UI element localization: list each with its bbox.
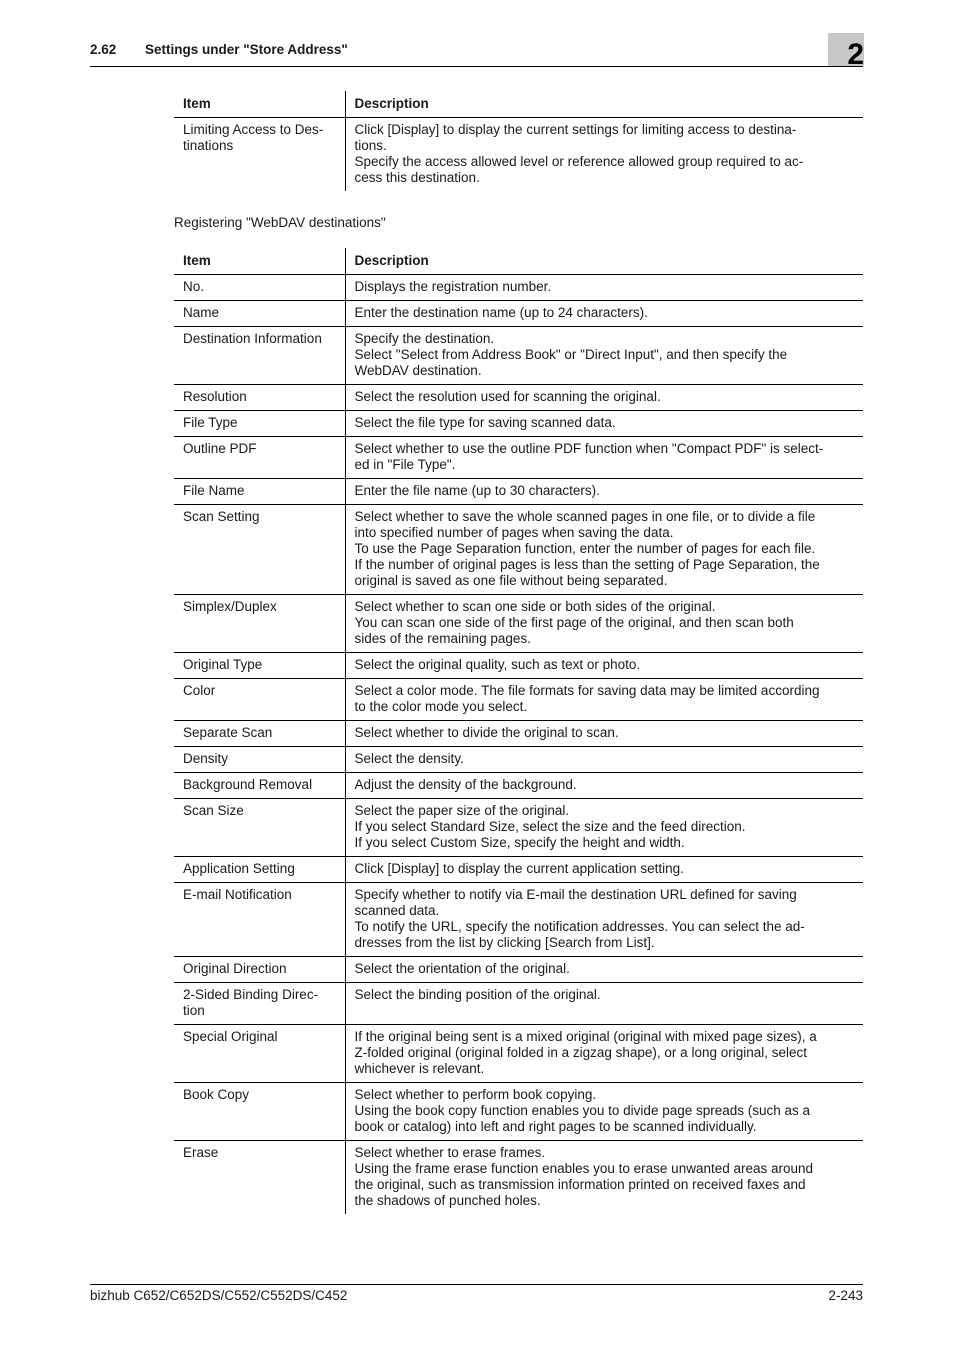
table-row: [174, 1025, 863, 1083]
column-header-description: Description: [345, 248, 863, 275]
cell-line: to the color mode you select.: [354, 699, 528, 714]
description-cell: [345, 983, 863, 1025]
table-row: [174, 118, 863, 192]
table-row: [174, 653, 863, 679]
cell-line: Select the orientation of the original.: [354, 961, 570, 976]
cell-line: Select whether to erase frames.: [354, 1145, 546, 1160]
item-cell: [174, 883, 345, 957]
item-cell: [174, 505, 345, 595]
cell-line: WebDAV destination.: [354, 363, 482, 378]
description-cell: [345, 773, 863, 799]
item-cell: [174, 773, 345, 799]
item-cell: [174, 595, 345, 653]
cell-line: Using the book copy function enables you to divide page spreads (such as a: [354, 1103, 811, 1118]
cell-line: dresses from the list by clicking [Search from List].: [354, 935, 655, 950]
description-cell: [345, 505, 863, 595]
cell-line: Simplex/Duplex: [183, 599, 277, 614]
cell-line: Select "Select from Address Book" or "Direct Input", and then specify the: [354, 347, 788, 362]
table-row: [174, 773, 863, 799]
cell-line: original is saved as one file without being separated.: [354, 573, 668, 588]
cell-line: If you select Custom Size, specify the height and width.: [354, 835, 685, 850]
description-cell: [345, 275, 863, 301]
cell-line: Click [Display] to display the current application setting.: [354, 861, 684, 876]
item-cell: [174, 301, 345, 327]
table-row: [174, 275, 863, 301]
table-row: [174, 1141, 863, 1215]
item-cell: [174, 957, 345, 983]
cell-line: Density: [183, 751, 229, 766]
table-row: [174, 883, 863, 957]
cell-line: Original Direction: [183, 961, 287, 976]
cell-line: whichever is relevant.: [354, 1061, 485, 1076]
description-cell: [345, 721, 863, 747]
cell-line: If you select Standard Size, select the size and the feed direction.: [354, 819, 746, 834]
table-row: [174, 437, 863, 479]
item-cell: [174, 653, 345, 679]
description-cell: [345, 385, 863, 411]
description-cell: [345, 653, 863, 679]
description-cell: [345, 1141, 863, 1215]
cell-line: tinations: [183, 138, 234, 153]
cell-line: ed in "File Type".: [354, 457, 456, 472]
description-cell: [345, 799, 863, 857]
cell-line: Select the original quality, such as text or photo.: [354, 657, 641, 672]
description-cell: [345, 747, 863, 773]
table-row: [174, 679, 863, 721]
item-cell: [174, 385, 345, 411]
description-cell: [345, 1025, 863, 1083]
item-cell: [174, 983, 345, 1025]
table-row: [174, 983, 863, 1025]
item-cell: [174, 118, 345, 192]
cell-line: No.: [183, 279, 205, 294]
cell-line: You can scan one side of the first page of the original, and then scan both: [354, 615, 794, 630]
cell-line: If the original being sent is a mixed original (original with mixed page sizes), a: [354, 1029, 817, 1044]
cell-line: into specified number of pages when saving the data.: [354, 525, 674, 540]
item-cell: [174, 1025, 345, 1083]
cell-line: Destination Information: [183, 331, 322, 346]
cell-line: Select whether to perform book copying.: [354, 1087, 597, 1102]
description-cell: [345, 118, 863, 192]
table-row: [174, 747, 863, 773]
section-caption: Registering "WebDAV destinations": [174, 215, 386, 230]
cell-line: book or catalog) into left and right pages to be scanned individually.: [354, 1119, 757, 1134]
cell-line: Resolution: [183, 389, 247, 404]
cell-line: tion: [183, 1003, 205, 1018]
page-header: [90, 42, 863, 67]
cell-line: Z-folded original (original folded in a zigzag shape), or a long original, select: [354, 1045, 808, 1060]
cell-line: sides of the remaining pages.: [354, 631, 531, 646]
table-row: [174, 385, 863, 411]
cell-line: Name: [183, 305, 220, 320]
cell-line: Select the density.: [354, 751, 464, 766]
section-title: Settings under "Store Address": [145, 42, 348, 57]
cell-line: Select the paper size of the original.: [354, 803, 570, 818]
page-footer: [90, 1284, 863, 1305]
table-row: [174, 1083, 863, 1141]
cell-line: Displays the registration number.: [354, 279, 552, 294]
item-cell: [174, 411, 345, 437]
table-row: [174, 957, 863, 983]
table-header-row: [174, 248, 863, 275]
table-row: [174, 505, 863, 595]
cell-line: tions.: [354, 138, 387, 153]
column-header-item: Item: [174, 248, 345, 275]
cell-line: Separate Scan: [183, 725, 273, 740]
cell-line: Outline PDF: [183, 441, 257, 456]
cell-line: Erase: [183, 1145, 219, 1160]
table-row: [174, 857, 863, 883]
cell-line: Using the frame erase function enables you to erase unwanted areas around: [354, 1161, 814, 1176]
cell-line: Background Removal: [183, 777, 313, 792]
description-cell: [345, 957, 863, 983]
item-cell: [174, 1141, 345, 1215]
cell-line: Scan Size: [183, 803, 244, 818]
cell-line: To use the Page Separation function, enter the number of pages for each file.: [354, 541, 816, 556]
item-cell: [174, 327, 345, 385]
description-cell: [345, 595, 863, 653]
cell-line: Specify whether to notify via E-mail the destination URL defined for saving: [354, 887, 797, 902]
cell-line: Limiting Access to Des-: [183, 122, 324, 137]
description-cell: [345, 883, 863, 957]
cell-line: Application Setting: [183, 861, 295, 876]
cell-line: Specify the access allowed level or reference allowed group required to ac-: [354, 154, 804, 169]
item-cell: [174, 799, 345, 857]
cell-line: Scan Setting: [183, 509, 260, 524]
access-table: [174, 91, 863, 191]
cell-line: Select whether to use the outline PDF function when "Compact PDF" is select-: [354, 441, 824, 456]
description-cell: [345, 1083, 863, 1141]
webdav-settings-table: [174, 248, 863, 1214]
section-number: 2.62: [90, 42, 117, 57]
page-number: 2-243: [828, 1288, 863, 1303]
cell-line: To notify the URL, specify the notification addresses. You can select the ad-: [354, 919, 805, 934]
table-row: [174, 301, 863, 327]
cell-line: Specify the destination.: [354, 331, 495, 346]
table-row: [174, 799, 863, 857]
cell-line: Book Copy: [183, 1087, 250, 1102]
cell-line: Color: [183, 683, 216, 698]
cell-line: Select whether to scan one side or both sides of the original.: [354, 599, 716, 614]
cell-line: scanned data.: [354, 903, 440, 918]
model-name: bizhub C652/C652DS/C552/C552DS/C452: [90, 1288, 348, 1303]
item-cell: [174, 275, 345, 301]
cell-line: If the number of original pages is less than the setting of Page Separation, the: [354, 557, 820, 572]
description-cell: [345, 479, 863, 505]
description-cell: [345, 857, 863, 883]
item-cell: [174, 437, 345, 479]
description-cell: [345, 301, 863, 327]
item-cell: [174, 679, 345, 721]
cell-line: 2-Sided Binding Direc-: [183, 987, 319, 1002]
chapter-number: 2: [847, 38, 864, 71]
description-cell: [345, 437, 863, 479]
cell-line: Enter the file name (up to 30 characters).: [354, 483, 600, 498]
cell-line: Adjust the density of the background.: [354, 777, 577, 792]
cell-line: Select whether to save the whole scanned pages in one file, or to divide a file: [354, 509, 816, 524]
table-row: [174, 595, 863, 653]
cell-line: Select a color mode. The file formats for saving data may be limited according: [354, 683, 820, 698]
item-cell: [174, 747, 345, 773]
chapter-badge: [828, 33, 864, 71]
table-row: [174, 327, 863, 385]
item-cell: [174, 857, 345, 883]
cell-line: Original Type: [183, 657, 263, 672]
table-row: [174, 479, 863, 505]
column-header-description: Description: [345, 91, 863, 118]
cell-line: the original, such as transmission information printed on received faxes and: [354, 1177, 806, 1192]
description-cell: [345, 411, 863, 437]
cell-line: File Type: [183, 415, 238, 430]
table-row: [174, 411, 863, 437]
cell-line: E-mail Notification: [183, 887, 292, 902]
cell-line: Select the binding position of the original.: [354, 987, 601, 1002]
cell-line: the shadows of punched holes.: [354, 1193, 541, 1208]
item-cell: [174, 479, 345, 505]
cell-line: Select whether to divide the original to scan.: [354, 725, 619, 740]
cell-line: Enter the destination name (up to 24 characters).: [354, 305, 648, 320]
cell-line: Select the resolution used for scanning the original.: [354, 389, 661, 404]
table-header-row: [174, 91, 863, 118]
description-cell: [345, 327, 863, 385]
column-header-item: Item: [174, 91, 345, 118]
cell-line: cess this destination.: [354, 170, 480, 185]
cell-line: Click [Display] to display the current settings for limiting access to destina-: [354, 122, 797, 137]
cell-line: Select the file type for saving scanned data.: [354, 415, 616, 430]
table-row: [174, 721, 863, 747]
cell-line: File Name: [183, 483, 245, 498]
description-cell: [345, 679, 863, 721]
item-cell: [174, 1083, 345, 1141]
cell-line: Special Original: [183, 1029, 278, 1044]
item-cell: [174, 721, 345, 747]
